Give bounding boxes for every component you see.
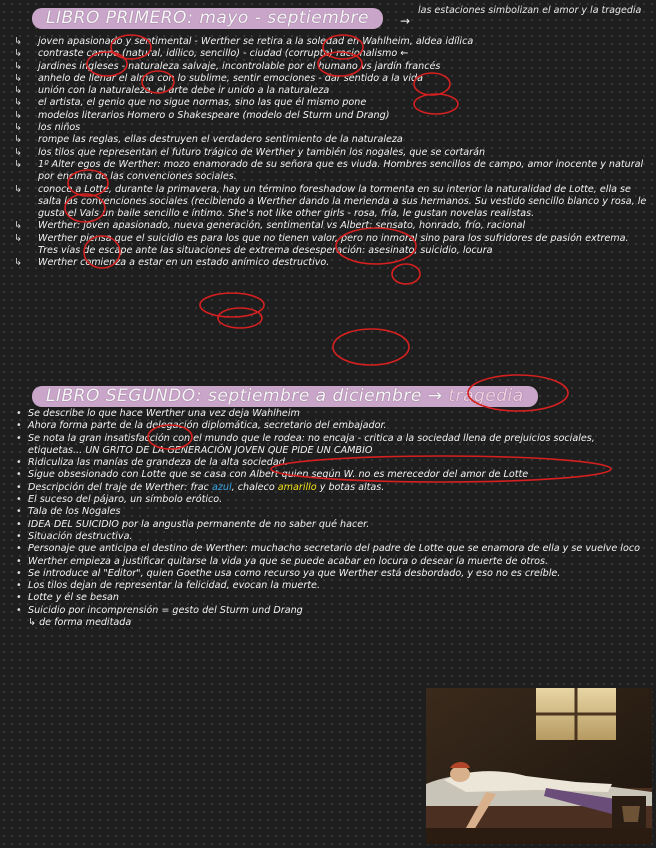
note-text: ↳ de forma meditada bbox=[28, 617, 132, 629]
bullet-marker: ↳ bbox=[14, 220, 23, 232]
note-text-end: y botas altas. bbox=[316, 481, 385, 493]
book1-note-item bbox=[12, 36, 652, 48]
bullet-marker: ↳ bbox=[14, 48, 23, 60]
bullet-marker: • bbox=[16, 506, 22, 518]
book2-note-item bbox=[12, 457, 642, 469]
note-text: joven apasionado y sentimental - Werther se retira a la soledad en Wahlheim, aldea idílica bbox=[38, 36, 474, 47]
book2-note-item bbox=[12, 469, 642, 481]
yellow-word: amarillo bbox=[277, 481, 317, 493]
book2-note-item bbox=[12, 580, 642, 592]
book1-note-item bbox=[12, 110, 652, 122]
book2-title-text: LIBRO SEGUNDO: septiembre a diciembre bbox=[46, 386, 422, 406]
note-text: Situación destructiva. bbox=[28, 530, 133, 542]
note-text: El suceso del pájaro, un símbolo erótico. bbox=[28, 494, 223, 506]
death-of-chatterton-painting bbox=[426, 688, 652, 844]
bullet-marker: • bbox=[16, 543, 22, 555]
book1-note-item bbox=[12, 61, 652, 73]
book2-note-item bbox=[12, 617, 642, 629]
bullet-marker: ↳ bbox=[14, 60, 23, 72]
note-text: Werther comienza a estar en un estado anímico destructivo. bbox=[38, 257, 330, 269]
bullet-marker: • bbox=[16, 580, 22, 592]
note-text: contraste campo (natural, idílico, sencillo) - ciudad (corrupta) racionalismo ← bbox=[38, 48, 409, 60]
note-text: los niños bbox=[38, 122, 81, 134]
note-text: Tres vías de escape ante las situaciones de extrema desesperación: asesinato, suicidio, locura bbox=[38, 245, 493, 257]
book2-note-item bbox=[12, 531, 642, 543]
bullet-marker: ↳ bbox=[14, 158, 23, 170]
note-text: anhelo de llenar el alma con lo sublime, sentir emociones - dar sentido a la vida bbox=[38, 72, 423, 84]
note-text: IDEA DEL SUICIDIO por la angustia permanente de no saber qué hacer. bbox=[28, 518, 370, 530]
bullet-marker: ↳ bbox=[14, 146, 23, 158]
book1-note-item bbox=[12, 85, 652, 97]
book2-note-item bbox=[12, 420, 642, 432]
note-text: conoce a Lotte, durante la primavera, hay un término foreshadow la tormenta en su interior la naturalidad de Lotte, ella se salta las convenciones sociales (recibiendo a Werther dando la merienda a sus hermanos. Su vestido sencillo blanco y rosa, le gusta el Vals un baile sencillo e íntimo. She's not like other girls - rosa, fría, le gustan novelas realistas. bbox=[38, 183, 647, 220]
book1-season-note: las estaciones simbolizan el amor y la tragedia bbox=[418, 5, 642, 16]
note-text: Tala de los Nogales bbox=[28, 506, 121, 518]
bullet-marker: ↳ bbox=[14, 122, 23, 134]
book1-note-item bbox=[12, 257, 652, 269]
bullet-marker: ↳ bbox=[14, 97, 23, 109]
book1-note-item bbox=[12, 48, 652, 60]
bullet-marker: • bbox=[16, 604, 22, 616]
bullet-marker: • bbox=[16, 408, 22, 419]
note-text: Ahora forma parte de la delegación diplomática, secretario del embajador. bbox=[28, 420, 387, 432]
note-text: Se describe lo que hace Werther una vez deja Wahlheim bbox=[28, 408, 300, 419]
note-text: Sigue obsesionado con Lotte que se casa con Albert quien según W. no es merecedor del amor de Lotte bbox=[28, 469, 529, 481]
bullet-marker: • bbox=[16, 420, 22, 432]
book2-note-item bbox=[12, 506, 642, 518]
bullet-marker: • bbox=[16, 592, 22, 604]
book2-note-item bbox=[12, 543, 642, 555]
bullet-marker: ↳ bbox=[14, 36, 23, 47]
note-text: Se nota la gran insatisfacción con el mundo que le rodea: no encaja - critica a la sociedad llena de prejuicios sociales, etiquetas... UN GRITO DE LA GENERACIÓN JOVEN QUE PIDE UN CAMBIO bbox=[28, 432, 595, 456]
bullet-marker: • bbox=[16, 432, 22, 444]
note-text: Suicidio por incomprensión = gesto del Sturm und Drang bbox=[28, 604, 303, 616]
blue-word: azul bbox=[211, 481, 232, 493]
note-text: Descripción del traje de Werther: frac bbox=[28, 481, 212, 493]
book1-note-item bbox=[12, 122, 652, 134]
book2-note-item bbox=[12, 556, 642, 568]
bullet-marker: • bbox=[16, 555, 22, 567]
book1-note-item bbox=[12, 220, 652, 232]
note-text: Personaje que anticipa el destino de Werther: muchacho secretario del padre de Lotte que se enamora de ella y se vuelve loco bbox=[28, 543, 640, 555]
book2-note-item bbox=[12, 433, 642, 458]
note-text: Werther: joven apasionado, nueva generación, sentimental vs Albert: sensato, honrado, frío, racional bbox=[38, 220, 526, 232]
bullet-marker: • bbox=[16, 494, 22, 506]
book2-notes-list bbox=[12, 408, 642, 629]
book1-title: LIBRO PRIMERO: mayo - septiembre bbox=[32, 8, 383, 29]
book1-note-item bbox=[12, 184, 652, 221]
bullet-marker: • bbox=[16, 481, 22, 493]
book1-arrow: → bbox=[400, 14, 411, 28]
book1-note-item bbox=[12, 147, 652, 159]
note-text: el artista, el genio que no sigue normas, sino las que él mismo pone bbox=[38, 97, 367, 109]
book2-heading bbox=[32, 386, 538, 407]
book2-note-item bbox=[12, 494, 642, 506]
book2-tragedy-word: tragedia bbox=[448, 386, 524, 406]
bullet-marker: ↳ bbox=[14, 109, 23, 121]
book2-note-item bbox=[12, 519, 642, 531]
book2-note-item bbox=[12, 408, 642, 420]
bullet-marker: • bbox=[16, 567, 22, 579]
note-text: rompe las reglas, ellas destruyen el verdadero sentimiento de la naturaleza bbox=[38, 134, 403, 146]
bullet-marker: ↳ bbox=[14, 232, 23, 244]
bullet-marker: ↳ bbox=[14, 85, 23, 97]
note-text: jardines ingleses - naturaleza salvaje, incontrolable por el humano vs jardín francés bbox=[38, 60, 441, 72]
bullet-marker: • bbox=[16, 518, 22, 530]
book1-note-item bbox=[12, 73, 652, 85]
book1-note-item bbox=[12, 134, 652, 146]
note-text: los tilos que representan el futuro trágico de Werther y también los nogales, que se cortarán bbox=[38, 146, 486, 158]
book2-arrow: → bbox=[427, 386, 443, 406]
book2-note-item bbox=[12, 568, 642, 580]
bullet-marker: ↳ bbox=[14, 72, 23, 84]
bullet-marker: ↳ bbox=[14, 134, 23, 146]
bullet-marker: ↳ bbox=[14, 257, 23, 269]
book2-note-item bbox=[12, 605, 642, 617]
note-text: Se introduce al "Editor", quien Goethe usa como recurso ya que Werther está desbordado, y eso no es creíble. bbox=[28, 567, 561, 579]
bullet-marker: • bbox=[16, 457, 22, 469]
bullet-marker: • bbox=[16, 530, 22, 542]
book2-note-item bbox=[12, 482, 642, 494]
note-text: Werther empieza a justificar quitarse la vida ya que se puede acabar en locura o desear la muerte de otros. bbox=[28, 555, 549, 567]
book1-notes-list bbox=[12, 36, 652, 270]
note-text: modelos literarios Homero o Shakespeare (modelo del Sturm und Drang) bbox=[38, 109, 390, 121]
note-text: Lotte y él se besan bbox=[28, 592, 119, 604]
note-text: Werther piensa que el suicidio es para los que no tienen valor, pero no inmoral sino para los sufridores de pasión extrema. bbox=[38, 232, 629, 244]
note-text-mid: , chaleco bbox=[231, 481, 278, 493]
note-text: 1º Alter egos de Werther: mozo enamorado de su señora que es viuda. Hombres sencillos de campo, amor inocente y natural por encima de las convenciones sociales. bbox=[38, 158, 644, 183]
bullet-marker: ↳ bbox=[14, 183, 23, 195]
book1-note-item bbox=[12, 159, 652, 184]
book2-title bbox=[32, 386, 538, 407]
note-text: Ridiculiza las manías de grandeza de la alta sociedad. bbox=[28, 457, 288, 469]
book1-heading bbox=[32, 8, 383, 29]
book1-note-item bbox=[12, 97, 652, 109]
book1-note-item bbox=[12, 245, 652, 257]
note-text: unión con la naturaleza, el arte debe ir unido a la naturaleza bbox=[38, 85, 330, 97]
book2-note-item bbox=[12, 592, 642, 604]
bullet-marker: • bbox=[16, 469, 22, 481]
book1-note-item bbox=[12, 233, 652, 245]
note-text: Los tilos dejan de representar la felicidad, evocan la muerte. bbox=[28, 580, 320, 592]
